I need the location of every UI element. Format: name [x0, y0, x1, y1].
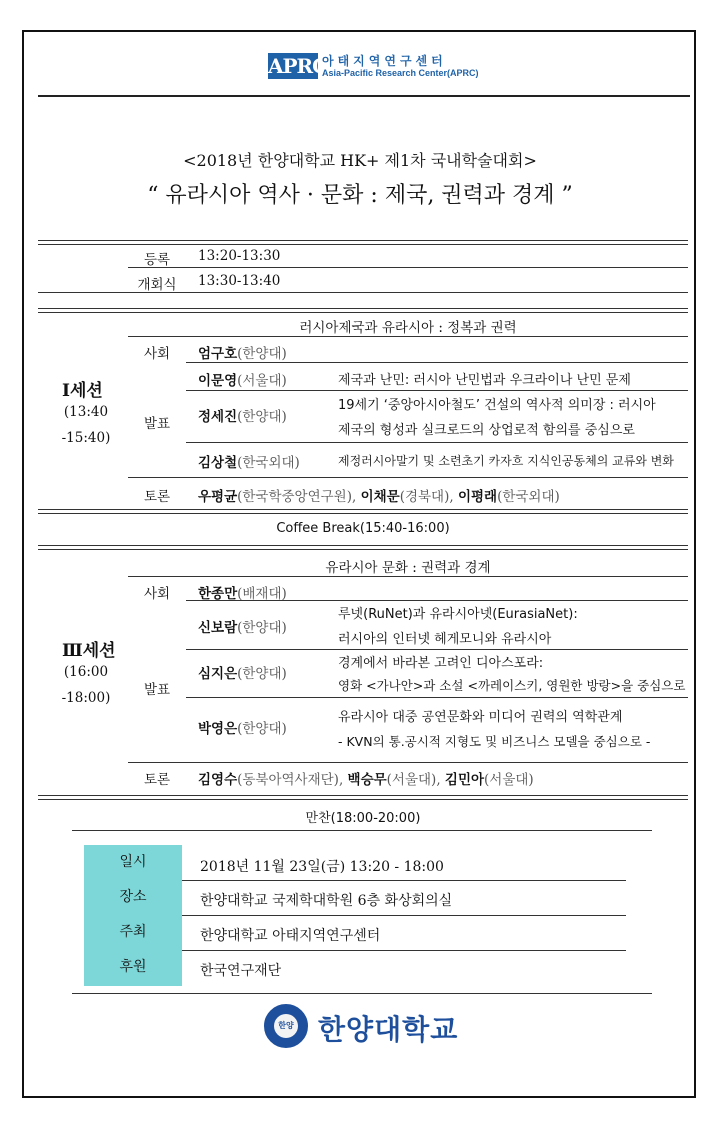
hanyang-seal-icon — [264, 1004, 308, 1048]
session3-presenter-1: 신보람(한양대) — [198, 620, 287, 636]
info-host-value: 한양대학교 아태지역연구센터 — [200, 928, 381, 944]
session3-topic-1-line1: 루넷(RuNet)과 유라시아넷(EurasiaNet): — [338, 607, 578, 622]
session1-topic-3: 제정러시아말기 및 소련초기 카자흐 지식인공동체의 교류와 변화 — [338, 454, 674, 468]
info-date-value: 2018년 11월 23일(금) 13:20 - 18:00 — [200, 859, 444, 875]
info-host-label: 주최 — [119, 924, 147, 940]
session3-name: Ⅲ세션 — [62, 641, 116, 661]
session3-chair-label: 사회 — [143, 586, 171, 602]
registration-label: 등록 — [143, 252, 171, 268]
session1-topic-1: 제국과 난민: 러시아 난민법과 우크라이나 난민 문제 — [338, 373, 631, 388]
session3-time-start: (16:00 — [63, 664, 109, 680]
session1-chair: 엄구호(한양대) — [198, 346, 287, 362]
session3-presenter-3: 박영은(한양대) — [198, 721, 287, 737]
session3-topic-2-line1: 경계에서 바라본 고려인 디아스포라: — [338, 656, 544, 671]
session1-chair-label: 사회 — [143, 346, 171, 362]
conference-title: “ 유라시아 역사 · 문화 : 제국, 권력과 경계 ” — [147, 183, 573, 208]
session3-chair: 한종만(배재대) — [198, 586, 287, 602]
aprc-logo: APRC — [268, 54, 328, 78]
session1-time-start: (13:40 — [63, 404, 109, 420]
session3-presenter-2: 심지은(한양대) — [198, 666, 287, 682]
session1-discussants: 우평균(한국학중앙연구원), 이채문(경북대), 이평래(한국외대) — [198, 489, 560, 505]
session3-discuss-label: 토론 — [143, 772, 171, 788]
session1-theme: 러시아제국과 유라시아 : 정복과 권력 — [299, 320, 517, 336]
aprc-org-korean: 아태지역연구센터 — [322, 54, 447, 68]
session1-topic-2-line1: 19세기 ‘중앙아시아철도’ 건설의 역사적 의미장 : 러시아 — [338, 398, 656, 413]
info-venue-value: 한양대학교 국제학대학원 6층 화상회의실 — [200, 893, 453, 909]
session1-discuss-label: 토론 — [143, 489, 171, 505]
coffee-break: Coffee Break(15:40-16:00) — [276, 521, 450, 536]
session1-present-label: 발표 — [143, 416, 171, 432]
session3-topic-1-line2: 러시아의 인터넷 헤게모니와 유라시아 — [338, 632, 552, 647]
hanyang-university-name: 한양대학교 — [318, 1013, 459, 1046]
session1-time-end: -15:40) — [61, 430, 111, 446]
session1-topic-2-line2: 제국의 형성과 실크로드의 상업로적 함의를 중심으로 — [338, 423, 635, 438]
session3-topic-2-line2: 영화 <가나안>과 소설 <까레이스키, 영원한 방랑>을 중심으로 — [338, 678, 686, 693]
opening-ceremony-time: 13:30-13:40 — [198, 273, 281, 289]
header-divider — [38, 95, 690, 97]
session1-presenter-3: 김상철(한국외대) — [198, 455, 300, 471]
session3-discussants: 김영수(동북아역사재단), 백승무(서울대), 김민아(서울대) — [198, 772, 534, 788]
session3-time-end: -18:00) — [61, 690, 111, 706]
session1-top-border — [38, 308, 688, 313]
opening-ceremony-label: 개회식 — [137, 277, 177, 293]
session1-name: Ⅰ세션 — [62, 381, 103, 401]
info-sponsor-value: 한국연구재단 — [200, 963, 282, 979]
dinner: 만찬(18:00-20:00) — [305, 811, 421, 826]
hanyang-seal-text: 한양 — [274, 1014, 298, 1038]
aprc-org-english: Asia-Pacific Research Center(APRC) — [322, 68, 479, 78]
session3-topic-3-line2: - KVN의 통.공시적 지형도 및 비즈니스 모델을 중심으로 - — [338, 734, 651, 749]
conference-subtitle: <2018년 한양대학교 HK+ 제1차 국내학술대회> — [183, 151, 537, 170]
info-sponsor-label: 후원 — [119, 959, 147, 975]
registration-time: 13:20-13:30 — [198, 248, 281, 264]
session3-topic-3-line1: 유라시아 대중 공연문화와 미디어 권력의 역학관계 — [338, 710, 623, 725]
table-top-border — [38, 240, 688, 245]
info-venue-label: 장소 — [119, 889, 147, 905]
session1-presenter-2: 정세진(한양대) — [198, 409, 287, 425]
session3-theme: 유라시아 문화 : 권력과 경계 — [325, 560, 491, 576]
info-date-label: 일시 — [119, 854, 147, 870]
session3-present-label: 발표 — [143, 682, 171, 698]
session1-presenter-1: 이문영(서울대) — [198, 373, 287, 389]
